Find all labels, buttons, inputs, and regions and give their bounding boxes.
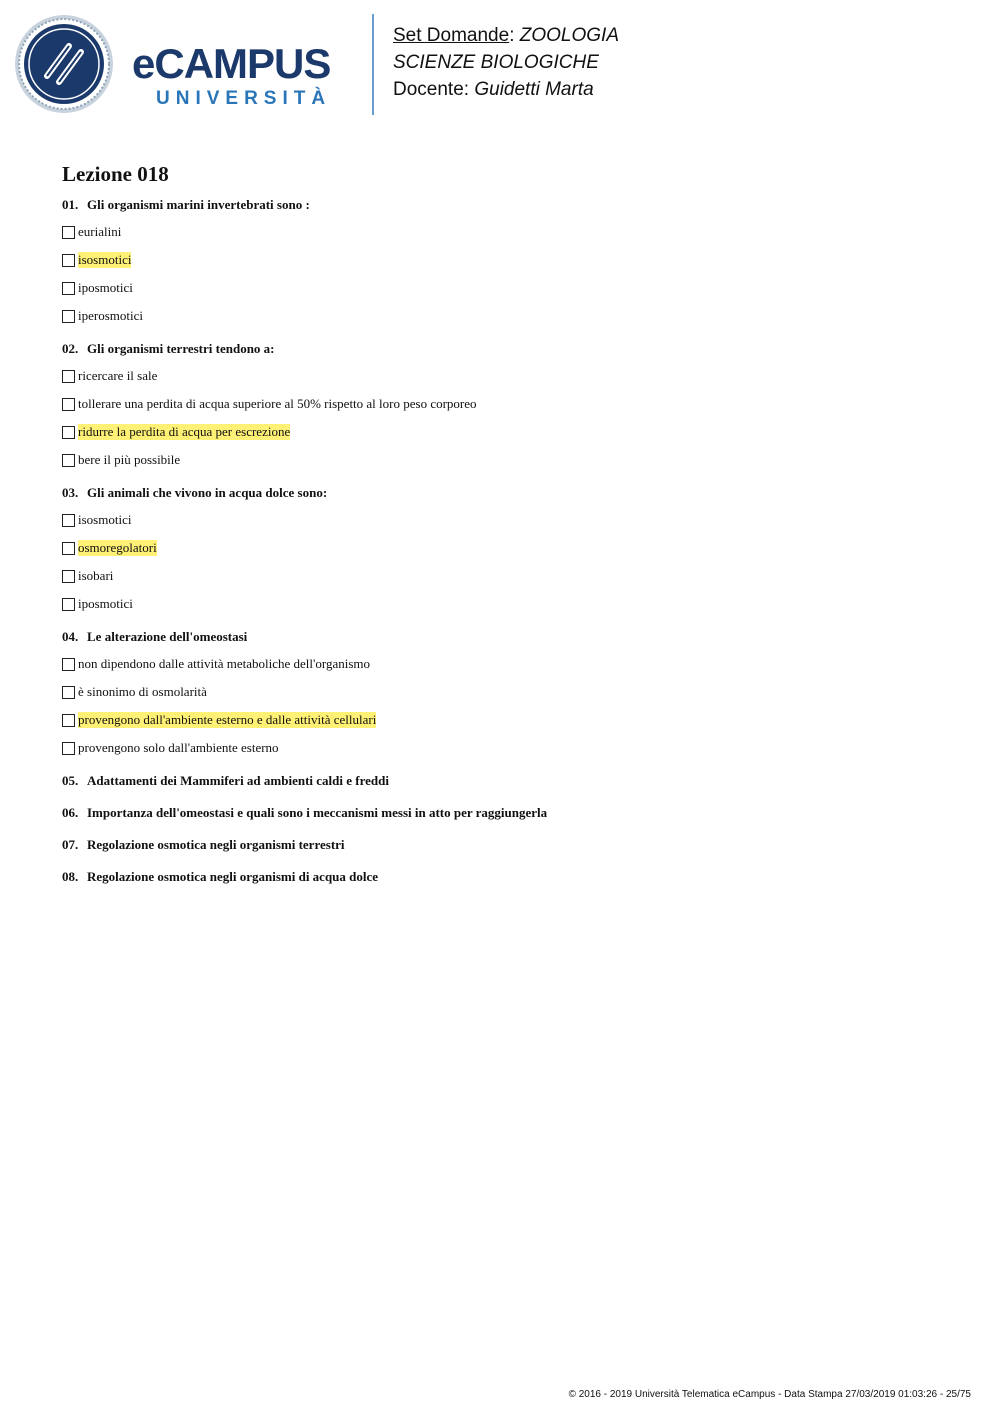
page-footer: © 2016 - 2019 Università Telematica eCampus - Data Stampa 27/03/2019 01:03:26 - 25/75 [568, 1389, 971, 1400]
question-number: 03. [62, 485, 79, 500]
question-block [62, 628, 962, 762]
question-label: Gli organismi marini invertebrati sono : [87, 197, 310, 212]
question-block [62, 484, 962, 618]
question-text [62, 628, 962, 646]
question-label: Le alterazione dell'omeostasi [87, 629, 248, 644]
question-number: 08. [62, 869, 79, 884]
question-text [62, 772, 962, 790]
question-label: Importanza dell'omeostasi e quali sono i meccanismi messi in atto per raggiungerla [87, 805, 548, 820]
header-divider [372, 14, 374, 115]
answer-checkbox[interactable] [62, 514, 75, 527]
answer-label: è sinonimo di osmolarità [78, 684, 207, 699]
question-number: 02. [62, 341, 79, 356]
answer-option[interactable] [62, 534, 962, 562]
question-label: Gli organismi terrestri tendono a: [87, 341, 275, 356]
answer-checkbox[interactable] [62, 226, 75, 239]
question-number: 04. [62, 629, 79, 644]
lesson-title: Lezione 018 [62, 162, 169, 186]
question-number: 06. [62, 805, 79, 820]
answer-option[interactable] [62, 302, 962, 330]
answer-checkbox[interactable] [62, 742, 75, 755]
question-text [62, 836, 962, 854]
question-number: 07. [62, 837, 79, 852]
answer-label: iperosmotici [78, 308, 143, 323]
teacher-line: Docente: Guidetti Marta [393, 79, 594, 100]
page-header [0, 0, 1000, 130]
header-info [393, 22, 619, 103]
answer-label: bere il più possibile [78, 452, 181, 467]
answer-option[interactable] [62, 446, 962, 474]
answer-option[interactable] [62, 562, 962, 590]
answer-option[interactable] [62, 418, 962, 446]
answer-checkbox[interactable] [62, 714, 75, 727]
answer-checkbox[interactable] [62, 570, 75, 583]
answer-label: isobari [78, 568, 114, 583]
answer-label: iposmotici [78, 280, 133, 295]
answer-checkbox[interactable] [62, 282, 75, 295]
logo-universita-text: UNIVERSITÀ [156, 88, 332, 109]
correct-answer-label: ridurre la perdita di acqua per escrezione [78, 424, 291, 439]
question-label: Regolazione osmotica negli organismi di acqua dolce [87, 869, 379, 884]
answer-checkbox[interactable] [62, 370, 75, 383]
question-label: Gli animali che vivono in acqua dolce sono: [87, 485, 328, 500]
answer-option[interactable] [62, 274, 962, 302]
answer-checkbox[interactable] [62, 310, 75, 323]
question-block [62, 340, 962, 474]
answer-option[interactable] [62, 590, 962, 618]
answer-label: provengono solo dall'ambiente esterno [78, 740, 279, 755]
question-label: Adattamenti dei Mammiferi ad ambienti caldi e freddi [87, 773, 389, 788]
question-text [62, 484, 962, 502]
set-label: Set Domande [393, 25, 510, 46]
correct-answer-label: provengono dall'ambiente esterno e dalle attività cellulari [78, 712, 377, 727]
correct-answer-label: osmoregolatori [78, 540, 157, 555]
question-block [62, 772, 962, 790]
question-block [62, 836, 962, 854]
ecampus-wordmark [132, 42, 360, 114]
answer-option[interactable] [62, 506, 962, 534]
question-number: 01. [62, 197, 79, 212]
answer-label: tollerare una perdita di acqua superiore al 50% rispetto al loro peso corporeo [78, 396, 477, 411]
question-text [62, 340, 962, 358]
ecampus-seal-logo [14, 14, 114, 114]
question-text [62, 196, 962, 214]
answer-label: iposmotici [78, 596, 133, 611]
question-text [62, 868, 962, 886]
question-block [62, 196, 962, 330]
question-block [62, 804, 962, 822]
question-number: 05. [62, 773, 79, 788]
teacher-label: Docente [393, 79, 464, 100]
set-value: ZOOLOGIA [519, 25, 619, 46]
question-text [62, 804, 962, 822]
answer-checkbox[interactable] [62, 542, 75, 555]
answer-checkbox[interactable] [62, 398, 75, 411]
answer-option[interactable] [62, 218, 962, 246]
answer-label: isosmotici [78, 512, 132, 527]
answer-checkbox[interactable] [62, 598, 75, 611]
correct-answer-label: isosmotici [78, 252, 132, 267]
answer-option[interactable] [62, 706, 962, 734]
question-block [62, 868, 962, 886]
answer-label: eurialini [78, 224, 122, 239]
answer-checkbox[interactable] [62, 686, 75, 699]
answer-option[interactable] [62, 678, 962, 706]
question-label: Regolazione osmotica negli organismi terrestri [87, 837, 345, 852]
answer-option[interactable] [62, 390, 962, 418]
answer-checkbox[interactable] [62, 454, 75, 467]
answer-label: ricercare il sale [78, 368, 158, 383]
answer-option[interactable] [62, 362, 962, 390]
answer-checkbox[interactable] [62, 426, 75, 439]
questions-list [62, 196, 962, 886]
lesson-content [62, 160, 962, 900]
teacher-name: Guidetti Marta [474, 79, 594, 100]
course-name: SCIENZE BIOLOGICHE [393, 52, 599, 73]
answer-option[interactable] [62, 650, 962, 678]
set-line: Set Domande: ZOOLOGIA [393, 25, 619, 46]
answer-checkbox[interactable] [62, 254, 75, 267]
answer-option[interactable] [62, 734, 962, 762]
answer-option[interactable] [62, 246, 962, 274]
logo-ecampus-text: eCAMPUS [132, 40, 331, 87]
answer-checkbox[interactable] [62, 658, 75, 671]
answer-label: non dipendono dalle attività metaboliche dell'organismo [78, 656, 371, 671]
